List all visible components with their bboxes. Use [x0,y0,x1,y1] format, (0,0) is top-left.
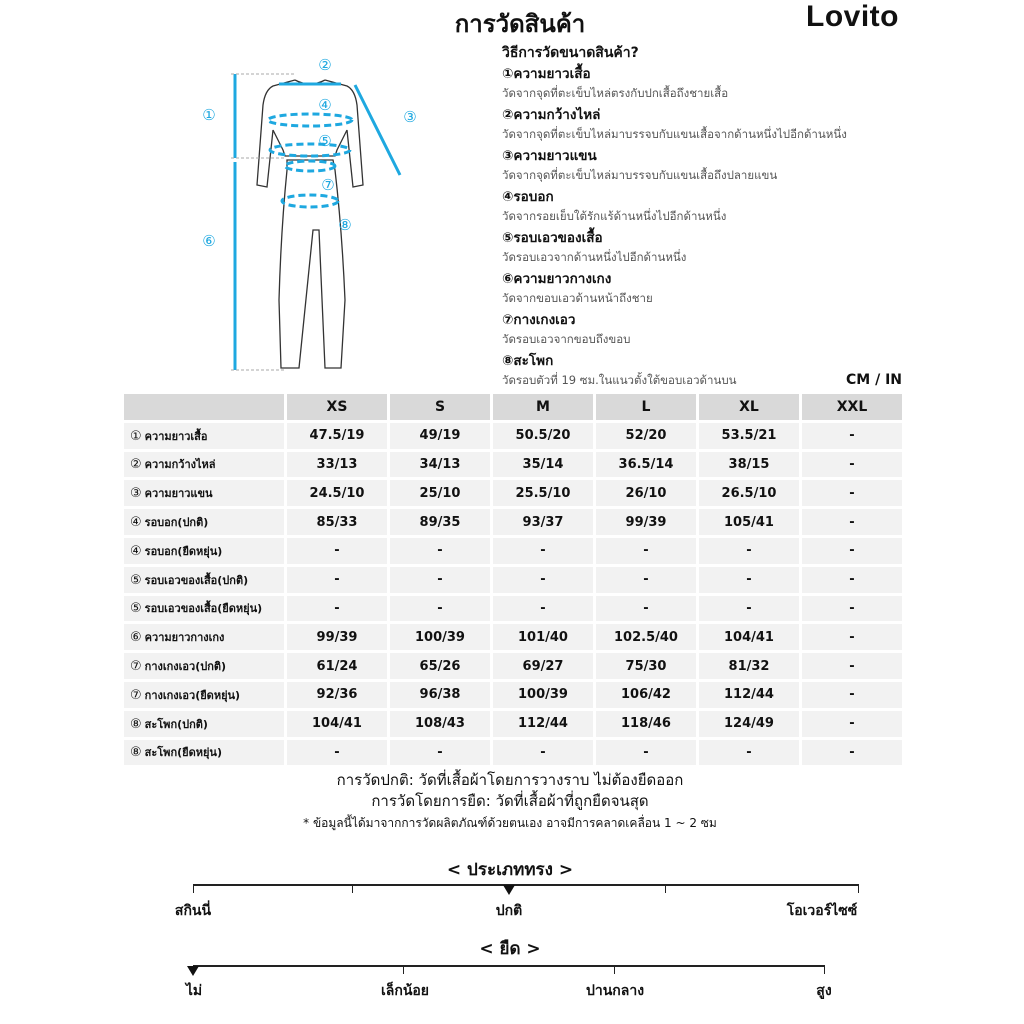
table-cell: 75/30 [596,653,696,679]
table-cell: - [596,596,696,622]
table-cell: - [493,596,593,622]
table-row [124,711,902,737]
guide-item: ⑧สะโพก วัดรอบตัวที่ 19 ซม.ในแนวตั้งใต้ขอบเอวด้านบน [502,353,737,387]
row-label: ⑤ รอบเอวของเสื้อ(ยืดหยุ่น) [124,596,284,622]
table-cell: 124/49 [699,711,799,737]
table-cell: 81/32 [699,653,799,679]
table-cell: 35/14 [493,452,593,478]
table-cell: 34/13 [390,452,490,478]
table-cell: 108/43 [390,711,490,737]
row-label: ② ความกว้างไหล่ [124,452,284,478]
table-cell: 36.5/14 [596,452,696,478]
table-cell: 99/39 [287,624,387,650]
table-cell: 69/27 [493,653,593,679]
row-label: ⑧ สะโพก(ปกติ) [124,711,284,737]
guide-item: ③ความยาวแขน วัดจากจุดที่ตะเข็บไหล่มาบรรจบกับแขนเสื้อถึงปลายแขน [502,148,778,182]
table-row [124,596,902,622]
table-row [124,452,902,478]
table-cell: 93/37 [493,509,593,535]
table-cell: - [287,740,387,766]
table-row [124,480,902,506]
table-cell: 104/41 [287,711,387,737]
fit-tick [858,884,859,893]
table-cell: - [287,538,387,564]
marker-6: ⑥ [202,232,216,250]
fit-scale-title: < ประเภททรง > [446,860,574,880]
table-cell: 100/39 [390,624,490,650]
table-cell: 106/42 [596,682,696,708]
stretch-tick [614,965,615,974]
marker-4: ④ [318,96,332,114]
row-label: ④ รอบอก(ยืดหยุ่น) [124,538,284,564]
table-cell: 52/20 [596,423,696,449]
table-cell: - [287,596,387,622]
marker-7: ⑦ [321,176,335,194]
table-cell: - [802,596,902,622]
table-cell: 102.5/40 [596,624,696,650]
table-cell: - [596,740,696,766]
guide-item: ⑥ความยาวกางเกง วัดจากขอบเอวด้านหน้าถึงชาย [502,271,653,305]
table-cell: 100/39 [493,682,593,708]
fit-selected-marker [503,885,515,895]
brand-logo: Lovito [806,0,899,33]
stretch-tick [824,965,825,974]
note-stretch: การวัดโดยการยืด: วัดที่เสื้อผ้าที่ถูกยืดจนสุด [371,792,649,810]
stretch-label-slight: เล็กน้อย [380,983,430,999]
table-cell: 118/46 [596,711,696,737]
fit-label-oversize: โอเวอร์ไซซ์ [786,903,858,919]
table-cell: - [802,653,902,679]
row-label: ⑥ ความยาวกางเกง [124,624,284,650]
table-row [124,509,902,535]
table-cell: 65/26 [390,653,490,679]
table-cell: 112/44 [493,711,593,737]
table-cell: 38/15 [699,452,799,478]
table-cell: - [287,567,387,593]
table-cell: 99/39 [596,509,696,535]
row-label: ⑦ กางเกงเอว(ยืดหยุ่น) [124,682,284,708]
note-disclaimer: * ข้อมูลนี้ได้มาจากการวัดผลิตภัณฑ์ด้วยตนเอง อาจมีการคลาดเคลื่อน 1 ~ 2 ซม [303,816,717,830]
table-cell: 89/35 [390,509,490,535]
table-cell: 25/10 [390,480,490,506]
note-normal: การวัดปกติ: วัดที่เสื้อผ้าโดยการวางราบ ไม่ต้องยืดออก [336,771,684,789]
guide-item: ⑤รอบเอวของเสื้อ วัดรอบเอวจากด้านหนึ่งไปอีกด้านหนึ่ง [502,230,687,264]
marker-2: ② [318,56,332,74]
marker-8: ⑧ [338,216,352,234]
guide-item: ①ความยาวเสื้อ วัดจากจุดที่ตะเข็บไหล่ตรงกับปกเสื้อถึงชายเสื้อ [502,66,729,100]
stretch-tick [403,965,404,974]
table-cell: - [493,740,593,766]
guide-item: ④รอบอก วัดจากรอยเย็บใต้รักแร้ด้านหนึ่งไปอีกด้านหนึ่ง [502,189,727,223]
stretch-scale-line [193,965,825,967]
table-cell: 50.5/20 [493,423,593,449]
fit-label-regular: ปกติ [495,903,523,919]
table-cell: 105/41 [699,509,799,535]
size-header: L [596,394,696,420]
size-header: S [390,394,490,420]
table-cell: 25.5/10 [493,480,593,506]
table-cell: - [802,509,902,535]
page-title: การวัดสินค้า [454,10,586,38]
header-corner [124,394,284,420]
size-header-row [124,394,902,420]
stretch-label-none: ไม่ [185,983,203,999]
table-cell: 26.5/10 [699,480,799,506]
table-cell: - [699,567,799,593]
table-cell: - [699,596,799,622]
marker-5: ⑤ [318,132,332,150]
table-cell: - [802,711,902,737]
table-cell: 101/40 [493,624,593,650]
table-cell: 49/19 [390,423,490,449]
table-cell: 33/13 [287,452,387,478]
row-label: ① ความยาวเสื้อ [124,423,284,449]
size-header: XXL [802,394,902,420]
table-cell: 26/10 [596,480,696,506]
unit-label: CM / IN [846,372,902,388]
table-cell: 24.5/10 [287,480,387,506]
fit-scale-line [193,884,859,886]
row-label: ⑦ กางเกงเอว(ปกติ) [124,653,284,679]
table-row [124,682,902,708]
table-cell: - [802,567,902,593]
measurement-guide [502,44,922,390]
stretch-scale-title: < ยืด > [479,939,541,959]
row-label: ③ ความยาวแขน [124,480,284,506]
table-cell: - [802,423,902,449]
size-header: XL [699,394,799,420]
table-cell: - [596,538,696,564]
measurement-notes [150,770,870,834]
table-cell: - [802,538,902,564]
table-cell: 53.5/21 [699,423,799,449]
size-header: XS [287,394,387,420]
table-row [124,567,902,593]
size-table [121,391,905,768]
table-cell: - [802,682,902,708]
table-cell: - [802,740,902,766]
guide-item: ②ความกว้างไหล่ วัดจากจุดที่ตะเข็บไหล่มาบรรจบกับแขนเสื้อจากด้านหนึ่งไปอีกด้านหนึ่ง [502,107,847,141]
table-cell: 61/24 [287,653,387,679]
table-row [124,624,902,650]
fit-tick [352,884,353,893]
table-row [124,740,902,766]
table-row [124,538,902,564]
table-cell: - [493,567,593,593]
stretch-selected-marker [187,966,199,976]
table-cell: - [802,480,902,506]
fit-tick [665,884,666,893]
size-header: M [493,394,593,420]
fit-label-skinny: สกินนี่ [174,903,212,919]
marker-3: ③ [403,108,417,126]
table-cell: 85/33 [287,509,387,535]
table-cell: 104/41 [699,624,799,650]
fit-tick [193,884,194,893]
table-cell: - [802,452,902,478]
table-cell: - [493,538,593,564]
table-cell: - [390,538,490,564]
table-cell: - [802,624,902,650]
table-cell: 112/44 [699,682,799,708]
table-cell: 47.5/19 [287,423,387,449]
table-row [124,423,902,449]
stretch-label-high: สูง [816,983,832,999]
row-label: ⑧ สะโพก(ยืดหยุ่น) [124,740,284,766]
table-row [124,653,902,679]
row-label: ④ รอบอก(ปกติ) [124,509,284,535]
row-label: ⑤ รอบเอวของเสื้อ(ปกติ) [124,567,284,593]
guide-heading: วิธีการวัดขนาดสินค้า? [502,45,639,61]
table-cell: 92/36 [287,682,387,708]
table-cell: - [390,567,490,593]
table-cell: 96/38 [390,682,490,708]
table-cell: - [390,740,490,766]
garment-measurement-diagram [195,50,425,380]
table-cell: - [699,538,799,564]
table-cell: - [390,596,490,622]
table-cell: - [699,740,799,766]
guide-item: ⑦กางเกงเอว วัดรอบเอวจากขอบถึงขอบ [502,312,631,346]
stretch-label-medium: ปานกลาง [585,983,645,999]
marker-1: ① [202,106,216,124]
table-cell: - [596,567,696,593]
